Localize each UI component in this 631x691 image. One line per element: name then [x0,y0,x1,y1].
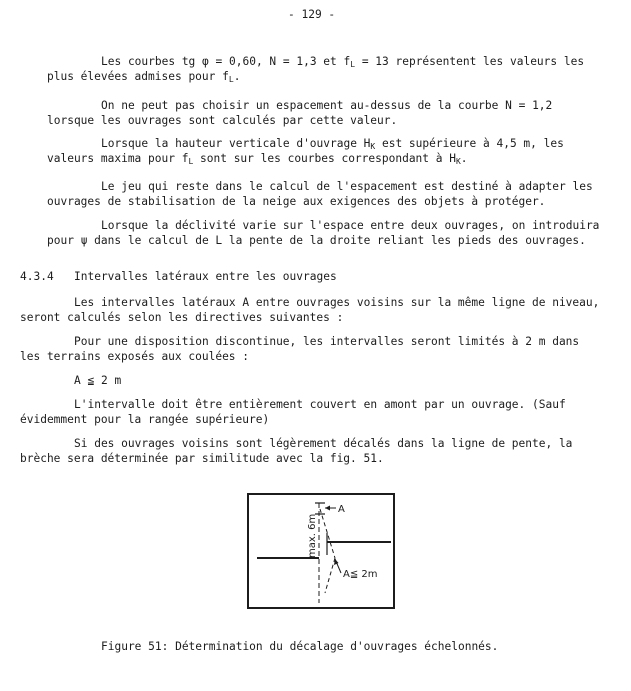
label-a: A [338,504,345,515]
paragraph-2-line-1: On ne peut pas choisir un espacement au-dessus de la courbe N = 1,2 [101,99,553,112]
paragraph-1-line-2: plus élevées admises pour $f_L$. [47,70,241,84]
section-title: Intervalles latéraux entre les ouvrages [74,270,337,283]
diagonal-dashed-line-2 [325,558,335,593]
paragraph-2-line-2: lorsque les ouvrages sont calculés par cette valeur. [47,114,398,127]
paragraph-4-line-2: ouvrages de stabilisation de la neige aux exigences des objets à protéger. [47,195,546,208]
paragraph-1-line-1: Les courbes tg φ = 0,60, N = 1,3 et $f_L = 13$ représentent les valeurs les [101,55,585,69]
label-max-6m: max. 6m [307,513,318,558]
paragraph-5-line-1: Lorsque la déclivité varie sur l'espace entre deux ouvrages, on introduira [101,219,600,232]
phi-symbol: φ [202,55,209,68]
paragraph-9-line-1: Si des ouvrages voisins sont légèrement décalés dans la ligne de pente, la [74,437,573,450]
less-equal-symbol: ≦ [87,374,95,387]
figure-51-diagram [247,493,395,609]
paragraph-7-line-2: les terrains exposés aux coulées : [20,350,250,363]
page-number: - 129 - [288,8,336,21]
section-number: 4.3.4 [20,270,54,283]
paragraph-6-line-2: seront calculés selon les directives suivantes : [20,311,344,324]
figure-51-drawing [249,495,393,607]
paragraph-4-line-1: Le jeu qui reste dans le calcul de l'espacement est destiné à adapter les [101,180,593,193]
psi-symbol: ψ [80,234,88,247]
paragraph-8-line-2: évidemment pour la rangée supérieure) [20,413,270,426]
paragraph-9-line-2: brèche sera déterminée par similitude avec la fig. 51. [20,452,384,465]
figure-51-caption: Figure 51: Détermination du décalage d'ouvrages échelonnés. [101,640,499,653]
paragraph-3-line-1: Lorsque la hauteur verticale d'ouvrage $H_K$ est supérieure à 4,5 m, les [101,137,564,151]
formula: A ≦ 2 m [74,374,122,387]
label-a-max-2m: A≦ 2m [343,569,378,580]
paragraph-3-line-2: valeurs maxima pour $f_L$ sont sur les courbes correspondant à $H_K$. [47,152,468,166]
paragraph-8-line-1: L'intervalle doit être entièrement couvert en amont par un ouvrage. (Sauf [74,398,566,411]
paragraph-5-line-2: pour ψ dans le calcul de L la pente de la droite reliant les pieds des ouvrages. [47,234,586,247]
paragraph-7-line-1: Pour une disposition discontinue, les intervalles seront limités à 2 m dans [74,335,580,348]
paragraph-6-line-1: Les intervalles latéraux A entre ouvrages voisins sur la même ligne de niveau, [74,296,600,309]
arrow-a-head [325,506,330,511]
